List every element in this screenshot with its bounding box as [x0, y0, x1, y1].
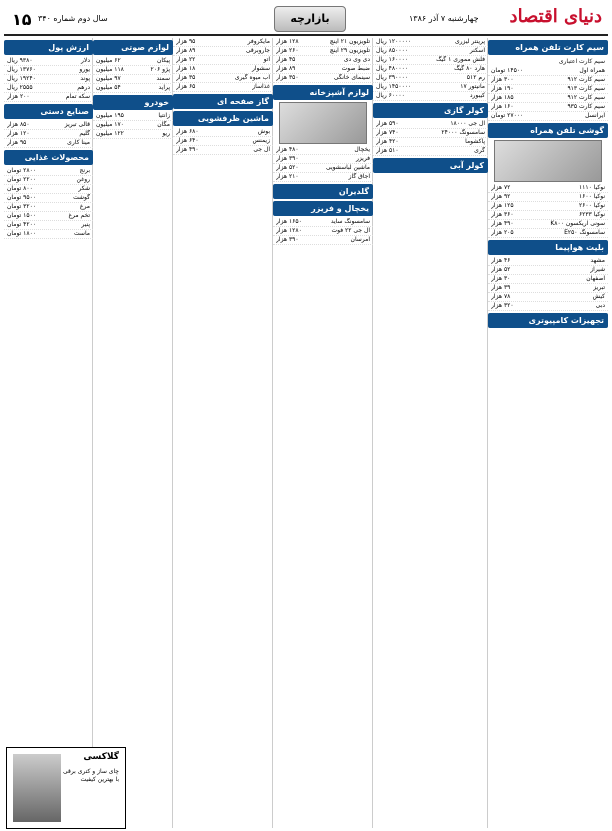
section-text: سیم کارت اعتباری	[558, 58, 605, 65]
item-name: گلیم	[79, 130, 90, 137]
list-item	[373, 65, 488, 74]
item-name: شیراز	[590, 266, 605, 273]
advertisement	[6, 747, 126, 829]
item-price: ۴۶ هزار	[491, 257, 511, 264]
list-item	[488, 67, 608, 76]
list-item	[488, 293, 608, 302]
item-name: دبی	[595, 302, 605, 309]
price-list	[373, 38, 488, 101]
list-item	[373, 92, 488, 101]
item-price: ۸۰۰ تومان	[7, 185, 33, 192]
list-item	[488, 112, 608, 121]
item-price: ۳۵ هزار	[176, 74, 196, 81]
column-4	[172, 38, 273, 828]
list-item	[273, 56, 373, 65]
column-2	[372, 38, 488, 828]
list-item	[173, 38, 273, 47]
item-price: ۴۹۰ هزار	[176, 146, 199, 153]
item-price: ۷۲ هزار	[491, 184, 511, 191]
section-header: بلیت هواپیما	[488, 240, 608, 255]
issue-info: سال دوم شماره ۳۴۰	[38, 14, 108, 23]
list-item	[173, 128, 273, 137]
item-price: ۱۸۵ هزار	[491, 94, 514, 101]
section-header: ارزش پول	[4, 40, 93, 55]
list-item	[4, 212, 93, 221]
item-name: رم ۵۱۲	[466, 74, 485, 81]
item-price: ۹۵ هزار	[7, 139, 27, 146]
section-header: محصولات غذایی	[4, 150, 93, 165]
item-price: ۳۲۰۰ تومان	[7, 203, 37, 210]
item-price: ۲۸۰۰ تومان	[7, 167, 37, 174]
item-price: ۲۰۰ هزار	[7, 93, 30, 100]
list-item	[488, 76, 608, 85]
item-price: ۱۸۰۰ تومان	[7, 230, 37, 237]
item-price: ۴۹۰ هزار	[491, 220, 514, 227]
list-item	[488, 94, 608, 103]
list-item	[93, 121, 173, 130]
price-list	[488, 67, 608, 121]
list-item	[488, 85, 608, 94]
item-price: ۶۰۰۰۰ ریال	[376, 92, 405, 99]
item-price: ۱۲۸۰ هزار	[276, 227, 302, 234]
list-item	[273, 155, 373, 164]
item-price: ۱۹۵ میلیون	[96, 112, 124, 119]
list-item	[488, 284, 608, 293]
item-name: تلویزیون ۲۹ اینچ	[329, 47, 370, 54]
item-price: ۲۵۵۵ ریال	[7, 84, 33, 91]
item-price: ۱۲۲ میلیون	[96, 130, 124, 137]
item-price: ۶۸۰ هزار	[176, 128, 199, 135]
item-price: ۱۴۵۰۰۰۰ ریال	[376, 83, 412, 90]
item-price: ۱۶۵۰ هزار	[276, 218, 302, 225]
item-price: ۶۲ میلیون	[96, 57, 121, 64]
item-price: ۵۲۰ هزار	[276, 164, 299, 171]
item-name: زیمنس	[252, 137, 270, 144]
item-name: سیم کارت ۹۱۲	[567, 76, 605, 83]
list-item	[373, 138, 488, 147]
item-name: ماست	[74, 230, 90, 237]
price-list	[4, 121, 93, 148]
item-name: پراید	[158, 84, 170, 91]
list-item	[373, 38, 488, 47]
list-item	[173, 47, 273, 56]
item-price: ۱۴۵۰۰ تومان	[491, 67, 524, 74]
item-name: نوکیا ۶۲۳۳	[578, 211, 605, 218]
item-price: ۹۵ هزار	[176, 38, 196, 45]
item-name: بوش	[257, 128, 270, 135]
item-price: ۳۵۰ هزار	[276, 74, 299, 81]
item-price: ۵۲ هزار	[491, 266, 511, 273]
item-name: فلش مموری ۱ گیگ	[436, 56, 485, 63]
item-price: ۱۷۰ میلیون	[96, 121, 124, 128]
list-item	[373, 147, 488, 156]
list-item	[4, 230, 93, 239]
column-1	[487, 38, 608, 828]
item-name: سمند	[156, 75, 170, 82]
item-name: ریو	[162, 130, 170, 137]
item-name: مانیتور ۱۷	[460, 83, 485, 90]
item-name: یخچال	[354, 146, 370, 153]
item-name: درهم	[77, 84, 90, 91]
list-item	[273, 227, 373, 236]
section-header: کولر گازی	[373, 103, 488, 118]
page-header	[4, 4, 608, 36]
item-name: آب میوه گیری	[234, 74, 270, 81]
list-item	[4, 75, 93, 84]
section-header: صنایع دستی	[4, 104, 93, 119]
item-name: سامسونگ ۲۴۰۰۰	[441, 129, 485, 136]
item-name: دلار	[81, 57, 90, 64]
price-list	[488, 257, 608, 311]
item-price: ۱۶۰۰۰۰ ریال	[376, 56, 409, 63]
list-item	[4, 203, 93, 212]
item-name: ضبط صوت	[341, 65, 370, 72]
item-name: مگان	[157, 121, 170, 128]
list-item	[4, 57, 93, 66]
item-name: پژو ۲۰۶	[150, 66, 170, 73]
item-name: ماشین لباسشویی	[326, 164, 370, 171]
list-item	[4, 167, 93, 176]
section-header: تجهیزات کامپیوتری	[488, 313, 608, 328]
list-item	[488, 220, 608, 229]
item-name: هارد ۸۰ گیگ	[454, 65, 485, 72]
item-price: ۱۸ هزار	[176, 65, 196, 72]
list-item	[93, 112, 173, 121]
item-name: سونی اریکسون K۸۰۰	[550, 220, 605, 227]
section-header: گاز صفحه ای	[173, 94, 273, 109]
item-price: ۸۵۰۰۰۰ ریال	[376, 47, 409, 54]
list-item	[373, 74, 488, 83]
list-item	[93, 84, 173, 93]
list-item	[373, 83, 488, 92]
item-name: سیم کارت ۹۱۳	[567, 85, 605, 92]
item-name: غذاساز	[252, 83, 270, 90]
item-name: امرسان	[350, 236, 370, 243]
item-price: ۱۵۰۰ تومان	[7, 212, 37, 219]
item-name: اسکنر	[469, 47, 485, 54]
item-name: مینا کاری	[67, 139, 90, 146]
item-name: سیم کارت ۹۳۵	[567, 103, 605, 110]
column-6	[4, 38, 93, 828]
price-list	[93, 57, 173, 93]
item-name: نوکیا ۲۶۰۰	[578, 202, 605, 209]
item-price: ۱۲۵ هزار	[491, 202, 514, 209]
item-price: ۳۶۰ هزار	[491, 211, 514, 218]
ad-title: گلاکسی	[83, 752, 119, 762]
item-name: یورو	[79, 66, 90, 73]
item-name: سامسونگ ساید	[330, 218, 370, 225]
item-name: نوکیا ۱۶۰۰	[578, 193, 605, 200]
item-price: ۵۱۰ هزار	[376, 147, 399, 154]
item-name: سیم کارت ۹۱۲	[567, 94, 605, 101]
list-item	[4, 139, 93, 148]
list-item	[273, 236, 373, 245]
item-price: ۱۱۸ میلیون	[96, 66, 124, 73]
item-name: تخم مرغ	[68, 212, 90, 219]
item-price: ۶۴۰ هزار	[176, 137, 199, 144]
item-price: ۷۸ هزار	[491, 293, 511, 300]
list-item	[273, 38, 373, 47]
item-price: ۱۲۰۰۰۰۰ ریال	[376, 38, 412, 45]
item-price: ۵۹۰ هزار	[376, 120, 399, 127]
list-item	[373, 129, 488, 138]
price-list	[273, 146, 373, 182]
item-name: فریزر	[355, 155, 370, 162]
item-name: همراه اول	[579, 67, 605, 74]
item-name: پرینتر لیزری	[454, 38, 485, 45]
item-name: نوکیا ۱۱۱۰	[578, 184, 605, 191]
list-item	[273, 65, 373, 74]
page-number: ۱۵	[12, 10, 32, 29]
list-item	[273, 47, 373, 56]
item-name: اتو	[263, 56, 270, 63]
list-item	[488, 193, 608, 202]
list-item	[273, 164, 373, 173]
section-header: گلدیران	[273, 184, 373, 199]
price-list	[173, 128, 273, 155]
price-list	[173, 38, 273, 92]
item-price: ۸۹ هزار	[276, 65, 296, 72]
item-name: زانتیا	[158, 112, 170, 119]
item-price: ۴۸۰ هزار	[276, 146, 299, 153]
item-price: ۹۷ میلیون	[96, 75, 121, 82]
list-item	[173, 83, 273, 92]
item-price: ۲۱۰ هزار	[276, 173, 299, 180]
item-name: اجاق گاز	[348, 173, 370, 180]
item-price: ۴۵ هزار	[276, 56, 296, 63]
item-name: پاکشوما	[465, 138, 485, 145]
item-name: سینمای خانگی	[333, 74, 370, 81]
item-name: ال جی ۲۲ فوت	[331, 227, 370, 234]
list-item	[93, 75, 173, 84]
item-name: جاروبرقی	[245, 47, 270, 54]
list-item	[488, 257, 608, 266]
section-header: لوازم صوتی	[93, 40, 173, 55]
item-name: مشهد	[590, 257, 605, 264]
list-item	[4, 121, 93, 130]
column-5	[92, 38, 173, 828]
price-list	[488, 184, 608, 238]
section-title: بازارچه	[274, 6, 346, 32]
list-item	[4, 130, 93, 139]
list-item	[488, 184, 608, 193]
item-price: ۶۵ هزار	[176, 83, 196, 90]
item-price: ۱۹۰ هزار	[491, 85, 514, 92]
item-name: کیش	[592, 293, 605, 300]
item-name: ال جی	[253, 146, 270, 153]
list-item	[173, 146, 273, 155]
item-name: تلویزیون ۲۱ اینچ	[329, 38, 370, 45]
item-price: ۹۳۸۰ ریال	[7, 57, 33, 64]
item-price: ۳۰ هزار	[491, 275, 511, 282]
price-list	[273, 218, 373, 245]
item-price: ۱۲۸ هزار	[276, 38, 299, 45]
list-item	[373, 56, 488, 65]
list-item	[488, 103, 608, 112]
list-item	[4, 176, 93, 185]
list-item	[4, 93, 93, 102]
item-price: ۲۲۰۰ تومان	[7, 176, 37, 183]
appliance-image	[279, 102, 367, 144]
item-price: ۲۶۰ هزار	[276, 47, 299, 54]
item-price: ۸۵۰ هزار	[7, 121, 30, 128]
item-price: ۷۴۰ هزار	[376, 129, 399, 136]
price-list	[373, 120, 488, 156]
item-name: روغن	[76, 176, 90, 183]
list-item	[4, 185, 93, 194]
column-3	[272, 38, 373, 828]
date-label: چهارشنبه ۷ آذر ۱۳۸۶	[409, 14, 479, 23]
section-header: خودرو	[93, 95, 173, 110]
ad-text: چای ساز و کتری برقی با بهترین کیفیت	[62, 768, 119, 783]
item-price: ۴۸۰۰۰۰ ریال	[376, 65, 409, 72]
list-item	[488, 229, 608, 238]
section-header: ماشین ظرفشویی	[173, 111, 273, 126]
item-name: سکه تمام	[65, 93, 90, 100]
list-item	[373, 120, 488, 129]
item-price: ۳۹۰۰۰۰ ریال	[376, 74, 409, 81]
item-name: کیبورد	[469, 92, 485, 99]
list-item	[488, 266, 608, 275]
list-item	[273, 218, 373, 227]
item-name: دی وی دی	[343, 56, 370, 63]
item-price: ۳۰۰ هزار	[491, 76, 514, 83]
price-list	[4, 57, 93, 102]
list-item	[488, 202, 608, 211]
item-name: مرغ	[79, 203, 90, 210]
item-price: ۱۹۲۴۰ ریال	[7, 75, 36, 82]
item-price: ۲۷۰۰۰ تومان	[491, 112, 524, 119]
item-price: ۳۲۰ هزار	[491, 302, 514, 309]
item-name: ایرانسل	[585, 112, 605, 119]
columns	[4, 38, 608, 828]
item-name: پیکان	[156, 57, 170, 64]
item-name: شکر	[78, 185, 90, 192]
item-name: گوشت	[73, 194, 90, 201]
list-item	[373, 47, 488, 56]
list-item	[173, 137, 273, 146]
list-item	[93, 57, 173, 66]
item-price: ۹۲ هزار	[491, 193, 511, 200]
item-name: پوند	[80, 75, 90, 82]
list-item	[488, 275, 608, 284]
item-price: ۳۹ هزار	[491, 284, 511, 291]
item-price: ۸۹ هزار	[176, 47, 196, 54]
price-list	[4, 167, 93, 239]
item-price: ۹۵۰۰ تومان	[7, 194, 37, 201]
section-header: لوازم آشپزخانه	[273, 85, 373, 100]
section-header: کولر آبی	[373, 158, 488, 173]
list-item	[93, 130, 173, 139]
list-item	[4, 66, 93, 75]
item-price: ۱۲۰ هزار	[7, 130, 30, 137]
list-item	[173, 65, 273, 74]
item-name: سامسونگ E۲۵۰	[564, 229, 605, 236]
price-list	[273, 38, 373, 83]
section-header: سیم کارت تلفن همراه	[488, 40, 608, 55]
list-item	[173, 56, 273, 65]
item-name: سشوار	[251, 65, 270, 72]
item-price: ۴۲۰ هزار	[376, 138, 399, 145]
list-item	[273, 146, 373, 155]
item-name: گری	[474, 147, 485, 154]
item-price: ۴۲۰۰ تومان	[7, 221, 37, 228]
list-item	[4, 84, 93, 93]
list-item	[488, 302, 608, 311]
list-item	[4, 221, 93, 230]
logo: دنیای اقتصاد	[509, 6, 602, 27]
item-name: مایکروفر	[247, 38, 270, 45]
section-header: یخچال و فریزر	[273, 201, 373, 216]
list-item	[273, 173, 373, 182]
item-name: اصفهان	[586, 275, 605, 282]
section-header: گوشی تلفن همراه	[488, 123, 608, 138]
item-name: تبریز	[593, 284, 605, 291]
phone-image	[494, 140, 602, 182]
item-name: پنیر	[81, 221, 90, 228]
item-price: ۳۹۰ هزار	[276, 236, 299, 243]
item-name: ال جی ۱۸۰۰۰	[450, 120, 485, 127]
list-item	[488, 211, 608, 220]
price-list	[93, 112, 173, 139]
item-price: ۵۴ میلیون	[96, 84, 121, 91]
item-price: ۲۲ هزار	[176, 56, 196, 63]
list-item	[4, 194, 93, 203]
list-item	[273, 74, 373, 83]
item-price: ۳۹۰ هزار	[276, 155, 299, 162]
list-item	[93, 66, 173, 75]
list-item	[173, 74, 273, 83]
item-name: برنج	[79, 167, 90, 174]
item-price: ۱۶۰ هزار	[491, 103, 514, 110]
item-price: ۲۰۵ هزار	[491, 229, 514, 236]
item-name: قالی تبریز	[64, 121, 90, 128]
item-price: ۱۳۷۶۰ ریال	[7, 66, 36, 73]
kettle-image	[13, 754, 61, 822]
